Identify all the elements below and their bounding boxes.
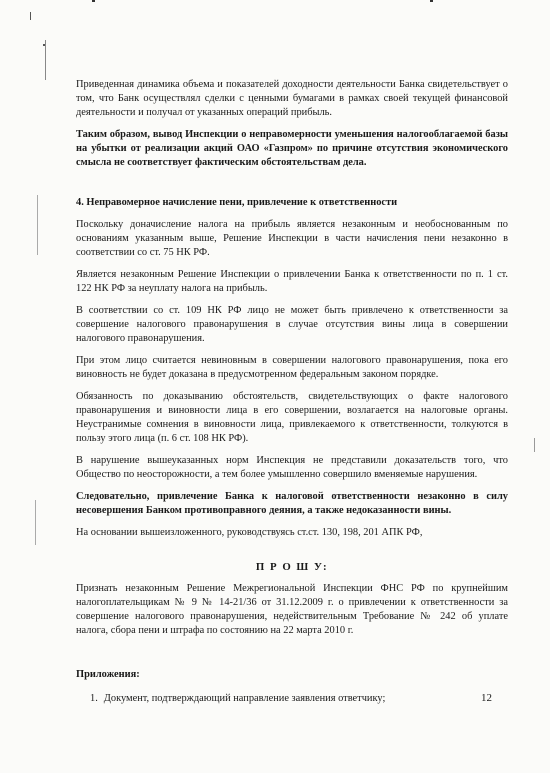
scan-artifact	[534, 438, 535, 452]
document-body	[76, 78, 508, 706]
scan-artifact	[92, 0, 95, 2]
paragraph: Обязанность по доказыванию обстоятельств, свидетельствующих о факте налогового правонарушения и виновности лица в его совершении, возлагается на налоговые органы. Неустранимые сомнения в виновности лица, привлекаемого к ответственности, толкуются в пользу этого лица (п. 6 ст. 108 НК РФ).	[76, 391, 508, 444]
conclusion-paragraph: Таким образом, вывод Инспекции о неправомерности уменьшения налогооблагаемой базы на убытки от реализации акций ОАО «Газпром» по причине отсутствия экономического смысла не соответствует фактическим обстоятельствам дела.	[76, 129, 508, 168]
list-item	[90, 692, 508, 706]
scan-artifact	[430, 0, 433, 2]
paragraph: В соответствии со ст. 109 НК РФ лицо не может быть привлечено к ответственности за совершение налогового правонарушения в случае отсутствия вины лица в совершении налогового правонарушения.	[76, 305, 508, 344]
request-paragraph: Признать незаконным Решение Межрегиональной Инспекции ФНС РФ по крупнейшим налогоплательщикам № 9 № 14-21/36 от 31.12.2009 г. о привлечении к ответственности за совершение налогового правонарушения, недействительным Требование № 242 об уплате налога, сбора пени и штрафа по состоянию на 22 марта 2010 г.	[76, 583, 508, 636]
paragraph: В нарушение вышеуказанных норм Инспекция не представили доказательств того, что Общество по неосторожности, а тем более умышленно совершило вменяемые нарушения.	[76, 455, 508, 480]
attachments-heading: Приложения:	[76, 669, 140, 680]
scan-artifact	[37, 195, 38, 255]
list-item-text: Документ, подтверждающий направление заявления ответчику;	[103, 693, 386, 704]
paragraph: При этом лицо считается невиновным в совершении налогового правонарушения, пока его виновность не будет доказана в предусмотренном федеральным законом порядке.	[76, 355, 508, 380]
request-heading: П Р О Ш У:	[255, 561, 329, 573]
paragraph: На основании вышеизложенного, руководствуясь ст.ст. 130, 198, 201 АПК РФ,	[76, 527, 423, 538]
scan-artifact	[45, 40, 46, 80]
section-heading: 4. Неправомерное начисление пени, привлечение к ответственности	[76, 197, 398, 208]
scan-artifact	[35, 500, 36, 545]
paragraph: Поскольку доначисление налога на прибыль является незаконным и необоснованным по основаниям указанным выше, Решение Инспекции в части начисления пени незаконно в соответствии со ст. 75 НК РФ.	[76, 219, 508, 258]
list-item-number: 1.	[90, 693, 98, 704]
paragraph: Приведенная динамика объема и показателей доходности деятельности Банка свидетельствует о том, что Банк осуществлял сделки с ценными бумагами в рамках своей текущей финансовой деятельности и получал от указанных операций прибыль.	[76, 79, 508, 118]
paragraph: Является незаконным Решение Инспекции о привлечении Банка к ответственности по п. 1 ст. 122 НК РФ за неуплату налога на прибыль.	[76, 269, 508, 294]
scan-artifact	[30, 12, 31, 20]
page-number: 12	[481, 692, 492, 704]
conclusion-paragraph: Следовательно, привлечение Банка к налоговой ответственности незаконно в силу несовершения Банком противоправного деяния, а также недоказанности вины.	[76, 491, 508, 516]
attachments-list	[76, 692, 508, 706]
